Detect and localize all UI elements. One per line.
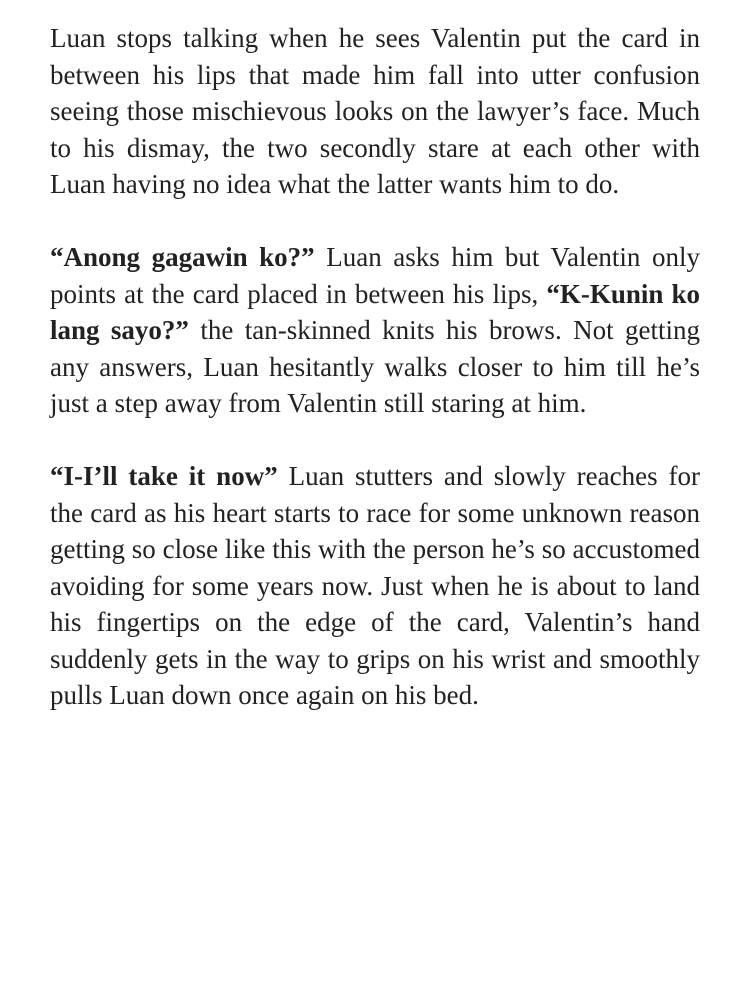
narration: the tan-skinned knits his brows. Not getting any answers, Luan hesitantly walks closer to him till he’s just a step away from Valentin still staring at him. xyxy=(50,315,700,418)
dialogue: “Anong gagawin ko?” xyxy=(50,242,315,272)
paragraph-2 xyxy=(50,239,700,422)
story-text xyxy=(50,20,700,714)
dialogue: “K-Kunin ko lang sayo?” xyxy=(50,278,701,345)
paragraph-3 xyxy=(50,458,700,714)
narration: Luan stops talking when he sees Valentin put the card in between his lips that made him fall into utter confusion seeing those mischievous looks on the lawyer’s face. Much to his dismay, the two secondly stare at each other with Luan having no idea what the latter wants him to do. xyxy=(50,23,700,199)
narration: Luan asks him but Valentin only points at the card placed in between his lips, xyxy=(50,242,700,309)
dialogue: “I-I’ll take it now” xyxy=(50,461,278,491)
narration: Luan stutters and slowly reaches for the card as his heart starts to race for some unknown reason getting so close like this with the person he’s so accustomed avoiding for some years now. Just when he is about to land his fingertips on the edge of the card, Valentin’s hand suddenly gets in the way to grips on his wrist and smoothly pulls Luan down once again on his bed. xyxy=(50,461,700,710)
paragraph-1 xyxy=(50,20,700,203)
